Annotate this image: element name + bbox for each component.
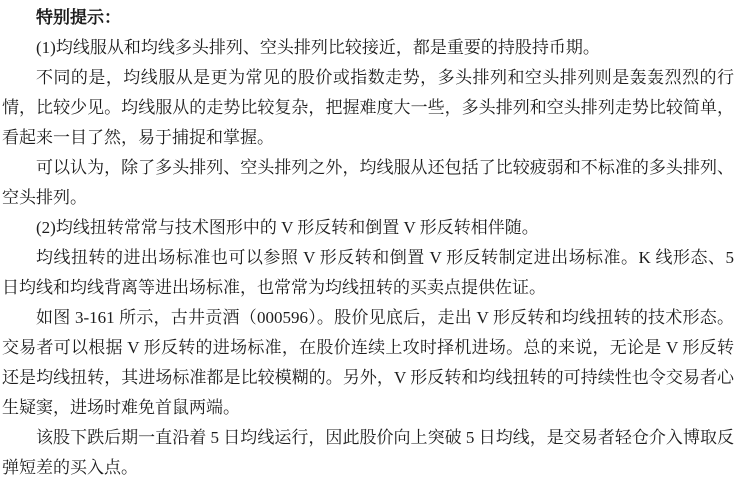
paragraph-entry-exit-criteria: 均线扭转的进出场标准也可以参照 V 形反转和倒置 V 形反转制定进出场标准。K 线形态、5 日均线和均线背离等进出场标准，也常常为均线扭转的买卖点提供佐证。 bbox=[2, 248, 734, 297]
paragraph-buy-point: 该股下跌后期一直沿着 5 日均线运行，因此股价向上突破 5 日均线，是交易者轻仓介入博取反弹短差的买入点。 bbox=[2, 428, 734, 477]
paragraph-conclusion-arrangements: 可以认为，除了多头排列、空头排列之外，均线服从还包括了比较疲弱和不标准的多头排列、空头排列。 bbox=[2, 158, 734, 207]
paragraph-point-1: (1)均线服从和均线多头排列、空头排列比较接近，都是重要的持股持币期。 bbox=[36, 38, 600, 57]
special-note-heading: 特别提示： bbox=[36, 8, 121, 27]
paragraph-point-2: (2)均线扭转常常与技术图形中的 V 形反转和倒置 V 形反转相伴随。 bbox=[36, 218, 539, 237]
paragraph-example-000596: 如图 3-161 所示，古井贡酒（000596）。股价见底后，走出 V 形反转和均线扭转的技术形态。交易者可以根据 V 形反转的进场标准，在股价连续上攻时择机进场。总的来说，无论是 V 形反转还是均线扭转，其进场标准都是比较模糊的。另外，V 形反转和均线扭转的可持续性也令交易者心生疑窦，进场时难免首鼠两端。 bbox=[2, 308, 734, 417]
paragraph-difference: 不同的是，均线服从是更为常见的股价或指数走势，多头排列和空头排列则是轰轰烈烈的行情，比较少见。均线服从的走势比较复杂，把握难度大一些，多头排列和空头排列走势比较简单，看起来一目了然，易于捕捉和掌握。 bbox=[2, 68, 734, 147]
